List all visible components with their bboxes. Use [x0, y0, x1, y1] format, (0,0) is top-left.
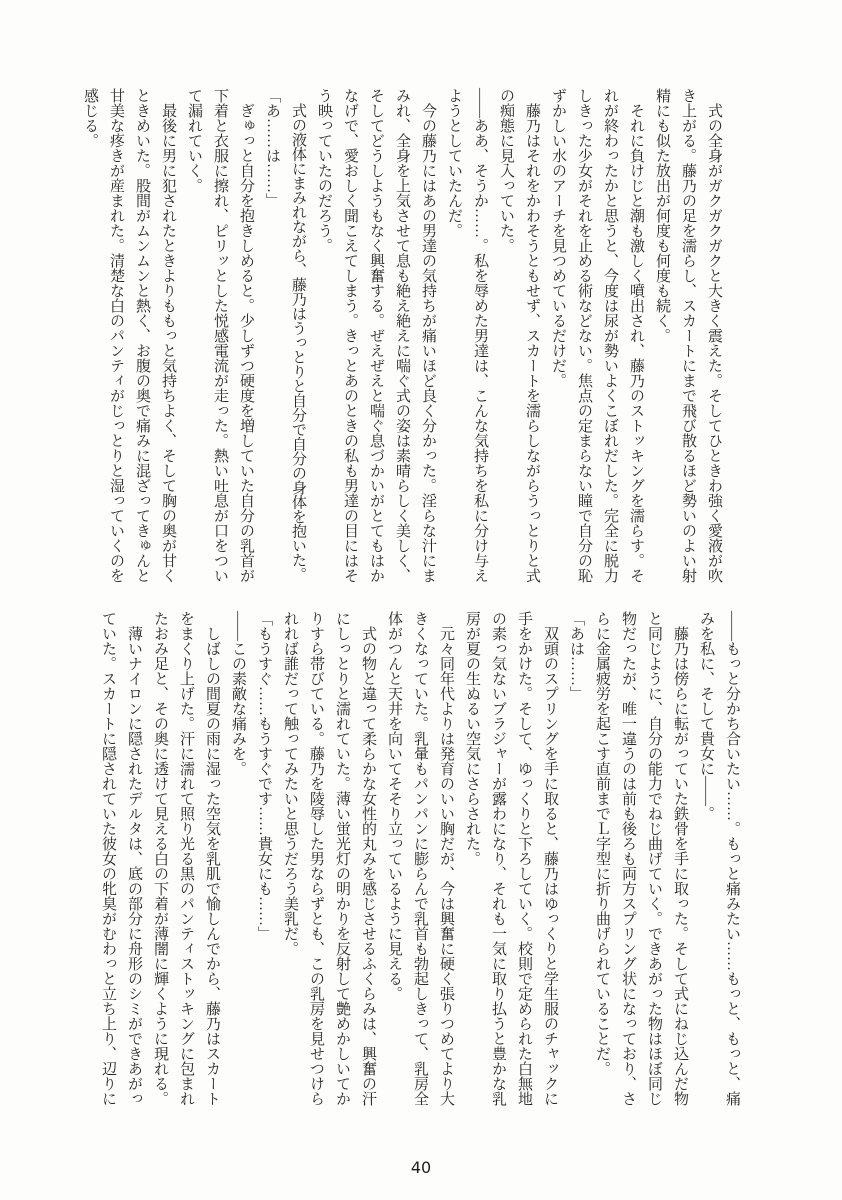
paragraph: それに負けじと潮も激しく噴出され、藤乃のストッキングを濡らす。それが終わったかと思うと、今度は尿が勢いよくこぼれだした。完全に脱力しきった少女がそれを止める術などない。焦点の定まらない瞳で自分の恥ずかしい水のアーチを見つめているだけだ。: [550, 88, 644, 583]
paragraph: ――この素敵な痛みを。: [230, 611, 246, 776]
paragraph: ぎゅっと自分を抱きしめると。少しずつ硬度を増していた自分の乳首が下着と衣服に擦れ、ピリッとした悦感電流が走った。熱い吐息が口をついて漏れていく。: [186, 88, 254, 583]
page-number: 40: [410, 1158, 432, 1177]
paragraph: 式の物と違って柔らかな女性的丸みを感じさせるふくらみは、興奮の汗にしっとりと濡れていた。薄い蛍光灯の明かりを反射して艶めかしいてかりすら帯びている。藤乃を陵辱した男ならずとも、この乳房を見せつけられれば誰だって触ってみたいと思うだろう美乳だ。: [282, 611, 376, 1106]
paragraph: ――もっと分かち合いたい……。もっと痛みたい……もっと、もっと、痛みを私に、そして貴女に――。: [698, 611, 740, 1106]
paragraph: しばしの間夏の雨に湿った空気を乳肌で愉しんでから、藤乃はスカートをまくり上げた。汗に濡れて照り光る黒のパンティストッキングに包まれたおみ足と、その奥に透けて見える白の下着が薄闇に輝くように現れる。: [152, 611, 220, 1106]
paragraph: 「もうすぐ……もうすぐです……貴女にも……」: [256, 611, 272, 941]
bottom-text-block: [95, 611, 745, 1114]
paragraph: 藤乃は傍らに転がっていた鉄骨を手に取った。そして式にねじ込んだ物と同じように、自分の能力でねじ曲げていく。できあがった物はほぼ同じ物だったが、唯一違うのは前も後ろも両方スプリング状になっており、さらに金属疲労を起こす直前までＬ字型に折り曲げられていることだ。: [594, 611, 688, 1106]
top-text-block: [77, 88, 727, 591]
paragraph: 元々同年代よりは発育のいい胸だが、今は興奮に硬く張りつめてより大きくなっていた。乳暈もパンパンに膨らんで乳首も勃起しきって、乳房全体がつんと天井を向いてそそり立っているように見える。: [386, 611, 454, 1106]
paragraph: 双頭のスプリングを手に取ると、藤乃はゆっくりと学生服のチャックに手をかけた。そして、ゆっくりと下ろしていく。校則で定められた白無地の素っ気ないブラジャーが露わになり、それも一気に取り払うと豊かな乳房が夏の生ぬるい空気にさらされた。: [464, 611, 558, 1106]
paragraph: 「あ……は……」: [264, 88, 280, 208]
paragraph: 薄いナイロンに隠されたデルタは、底の部分に舟形のシミができあがっていた。スカートに隠されていた彼女の牝臭がむわっと立ち上り、辺りに: [100, 611, 142, 1106]
paragraph: 最後に男に犯されたときよりももっと気持ちよく、そして胸の奥が甘くときめいた。股間がムンムンと熱く、お腹の奥で痛みに混ざってきゅんと甘美な疼きが産まれた。清楚な白のパンティがじっとりと湿っていくのを感じる。: [82, 88, 176, 583]
paragraph: ――ああ、そうか……。私を辱めた男達は、こんな気持ちを私に分け与えようとしていたんだ。: [446, 88, 488, 583]
paragraph: 「あは……」: [568, 611, 584, 701]
paragraph: 式の全身がガクガクガクと大きく震えた。そしてひときわ強く愛液が吹き上がる。藤乃の足を濡らし、スカートにまで飛び散るほど勢いのよい射精にも似た放出が何度も何度も続く。: [654, 88, 722, 583]
paragraph: 式の液体にまみれながら、藤乃はうっとりと自分で自分の身体を抱いた。: [290, 103, 306, 582]
paragraph: 藤乃はそれをかわそうともせず、スカートを濡らしながらうっとりと式の痴態に見入っていた。: [498, 88, 540, 583]
paragraph: 今の藤乃にはあの男達の気持ちが痛いほど良く分かった。淫らな汁にまみれ、全身を上気させて息も絶え絶えに喘ぐ式の姿は素晴らしく美しく、そしてどうしようもなく興奮する。ぜえぜえと喘ぐ息づかいがとてもはかなげで、愛おしく聞こえてしまう。きっとあのときの私も男達の目にはそう映っていたのだろう。: [316, 88, 436, 583]
